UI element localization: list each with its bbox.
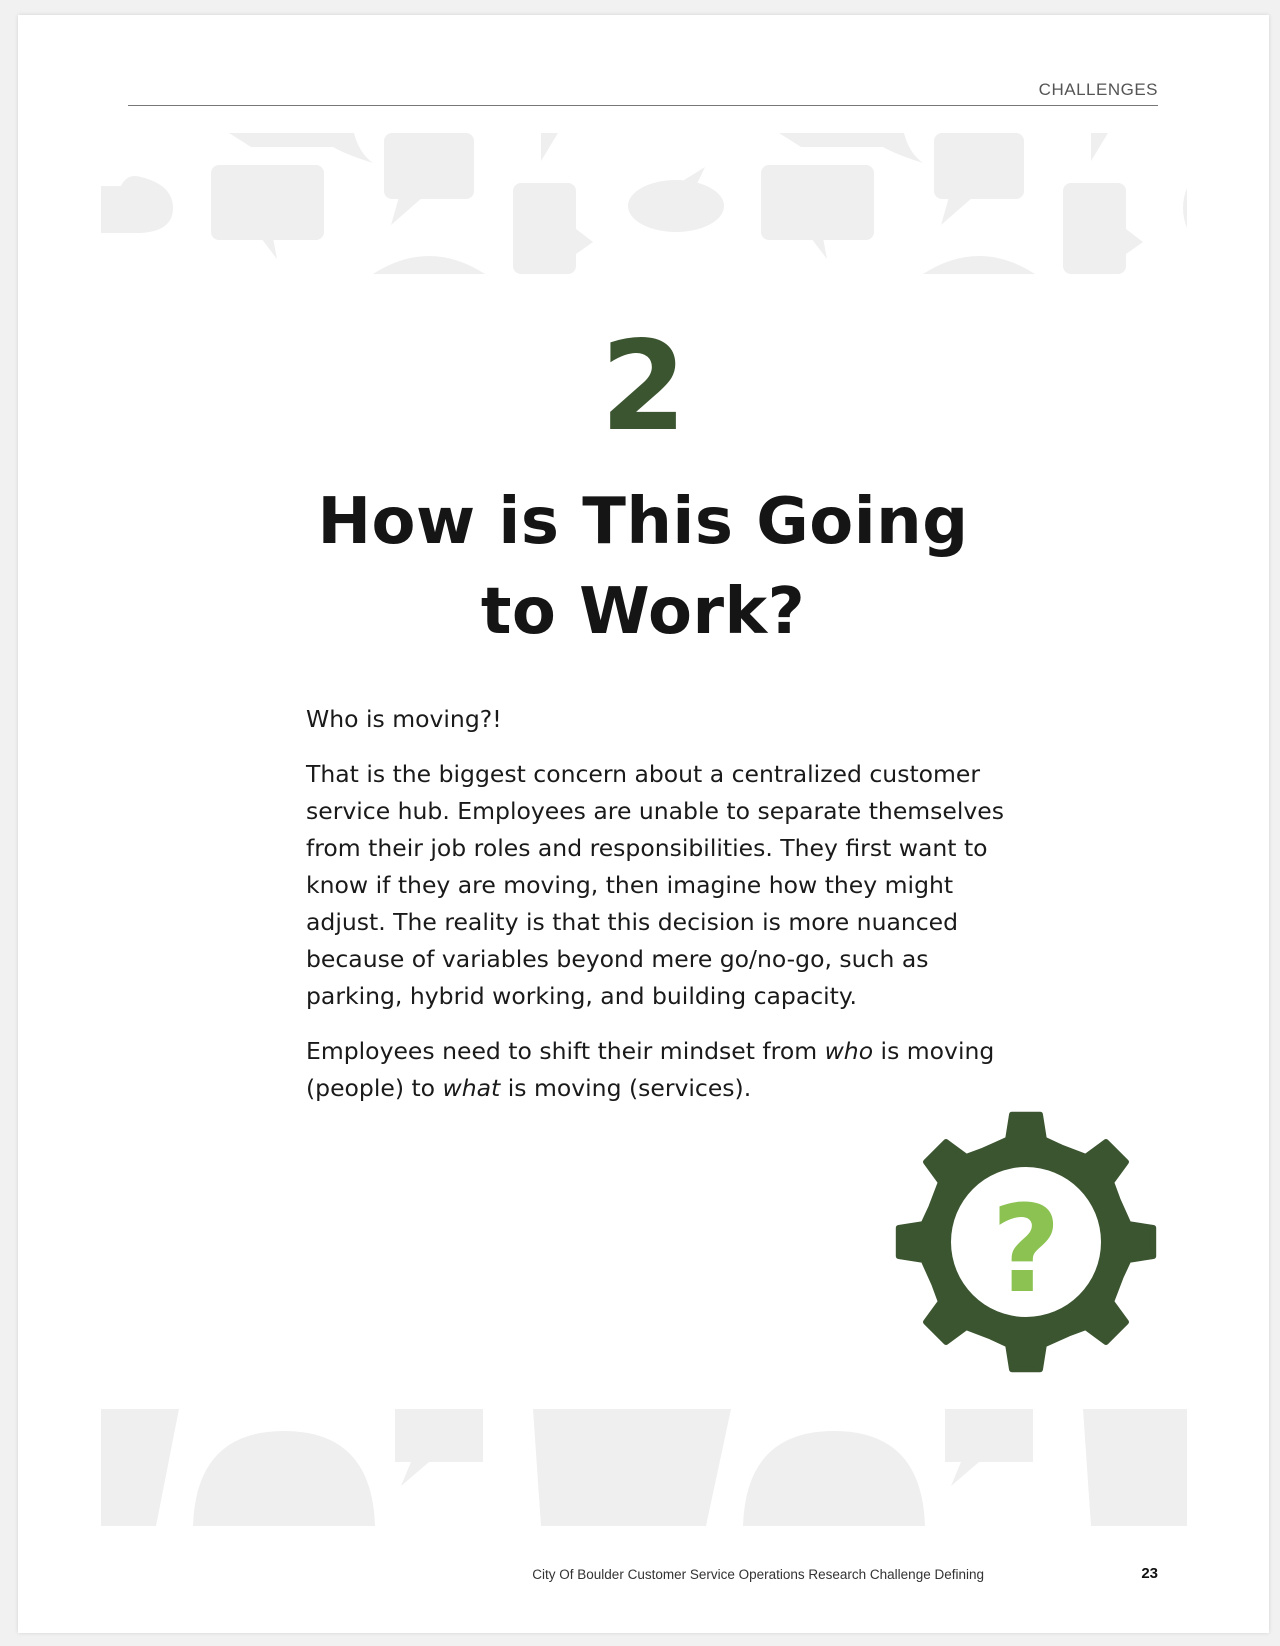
chapter-title-line-1: How is This Going <box>317 485 969 559</box>
footer-document-title: City Of Boulder Customer Service Operations Research Challenge Defining <box>532 1567 984 1582</box>
speech-bubble-pattern-bottom <box>101 1409 1187 1526</box>
chapter-title <box>218 477 1068 657</box>
chapter-number: 2 <box>600 315 687 459</box>
emphasis-who: who <box>824 1037 874 1065</box>
paragraph-mindset <box>306 1033 1006 1107</box>
gear-question-icon <box>895 1111 1157 1373</box>
mindset-text-2: is moving (people) to <box>306 1037 995 1102</box>
speech-bubble-pattern-top <box>101 133 1187 274</box>
section-label: CHALLENGES <box>1038 80 1158 99</box>
page-number: 23 <box>1141 1565 1158 1582</box>
paragraph-concern: That is the biggest concern about a centralized customer service hub. Employees are unable to separate themselves from their job roles and responsibilities. They first want to know if they are moving, then imagine how they might adjust. The reality is that this decision is more nuanced because of variables beyond mere go/no-go, such as parking, hybrid working, and building capacity. <box>306 760 1005 1010</box>
mindset-text-3: is moving (services). <box>500 1074 752 1102</box>
paragraph-question: Who is moving?! <box>306 705 502 733</box>
document-page <box>18 15 1269 1633</box>
emphasis-what: what <box>442 1074 501 1102</box>
header-divider <box>128 105 1158 106</box>
body-text <box>306 701 1006 1125</box>
chapter-title-line-2: to Work? <box>480 575 806 649</box>
mindset-text-1: Employees need to shift their mindset from <box>306 1037 825 1065</box>
question-mark-glyph: ? <box>991 1181 1061 1320</box>
